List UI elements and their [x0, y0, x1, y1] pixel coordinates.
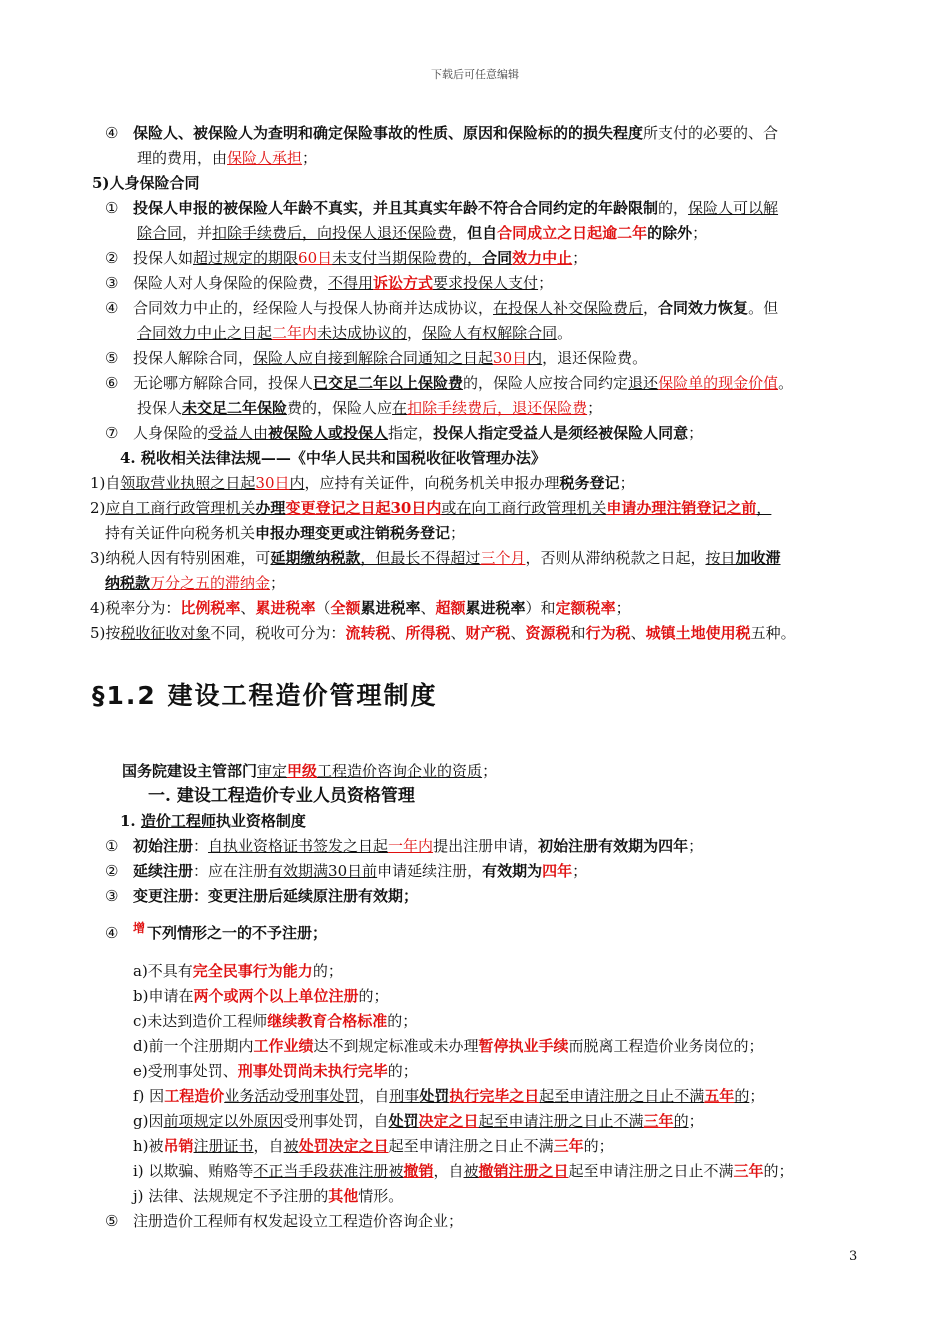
text-run: 合同成立之日起逾二年 — [497, 224, 648, 242]
text-run: d)前一个注册期内 — [133, 1037, 254, 1055]
text-run: 、 — [420, 599, 436, 617]
list-marker: ① — [105, 837, 119, 855]
text-run: 注册造价工程师有权发起设立工程造价咨询企业； — [133, 1212, 464, 1230]
text-run: （ — [315, 599, 331, 617]
text-line — [105, 247, 587, 269]
text-run: 工程造价咨询企业的资质 — [317, 762, 483, 780]
text-run: 不正当手段获准注册 — [253, 1162, 389, 1180]
text-run: 起至申请注册之日止不满 — [568, 1162, 734, 1180]
text-run: 被保险人或投保人 — [268, 424, 389, 442]
text-line — [105, 885, 418, 907]
list-marker: ⑤ — [105, 1212, 119, 1230]
text-run: 按日 — [705, 549, 736, 567]
list-marker: ② — [105, 249, 119, 267]
text-run: 完全民事行为能力 — [192, 962, 313, 980]
text-run: 前项规定以外原因 — [163, 1112, 284, 1130]
list-marker: ② — [105, 862, 119, 880]
list-marker: ① — [105, 199, 119, 217]
text-run: 初始注册 — [133, 837, 194, 855]
text-run: 受益人由 — [208, 424, 269, 442]
text-run: 退还 — [628, 374, 659, 392]
text-run: 扣除手续费后，退还保险费 — [407, 399, 588, 417]
text-run: ； — [450, 524, 466, 542]
text-run: 合同效力中止的，经保险人与投保人协商并达成协议， — [133, 299, 494, 317]
text-run: j) 法律、法规规定不予注册的 — [133, 1187, 329, 1205]
text-run: 继续教育合格标准 — [267, 1012, 388, 1030]
text-run: 注册证书 — [193, 1137, 254, 1155]
text-run: 、 — [240, 599, 256, 617]
text-run: 投保人申报的被保险人年龄不真实，并且其真实年龄不符合合同约定的年龄限制 — [133, 199, 659, 217]
text-run: 三年 — [733, 1162, 764, 1180]
text-run: ，自 — [253, 1137, 284, 1155]
text-run: 的， — [658, 199, 689, 217]
text-run: 在 — [392, 399, 408, 417]
list-marker: ⑤ — [105, 349, 119, 367]
text-line — [133, 1085, 764, 1107]
text-run: 财产税 — [465, 624, 511, 642]
text-line — [120, 810, 306, 832]
text-run: 累进税率 — [255, 599, 316, 617]
text-line — [120, 447, 546, 469]
text-run: 。 — [557, 324, 573, 342]
text-line — [105, 297, 778, 319]
new-badge: 增 — [133, 921, 146, 935]
section-heading: §1.2 建设工程造价管理制度 — [92, 681, 438, 710]
text-run: 要求投保人支付 — [433, 274, 539, 292]
text-run: 但自 — [467, 224, 498, 242]
text-run: 保险人应自接到解除合同通知之日起 — [253, 349, 494, 367]
text-line — [90, 597, 631, 619]
text-run: g)因 — [133, 1112, 164, 1130]
text-run: 工程造价 — [164, 1087, 225, 1105]
list-marker: ④ — [105, 299, 119, 317]
text-run: ， — [452, 224, 468, 242]
text-line — [105, 922, 327, 945]
text-run: 人身保险的 — [133, 424, 209, 442]
text-run: 内 — [527, 349, 543, 367]
text-run: 比例税率 — [180, 599, 241, 617]
text-run: 不同，税收可分为： — [210, 624, 346, 642]
text-run: 工作业绩 — [253, 1037, 314, 1055]
text-run: 诉讼方式 — [373, 274, 434, 292]
text-run: 理的费用，由 — [137, 149, 228, 167]
text-run: 国务院建设主管部门 — [122, 762, 258, 780]
text-line — [105, 372, 793, 394]
text-run: 起至申请注册之日止不满 — [478, 1112, 644, 1130]
text-run: ，并 — [182, 224, 213, 242]
text-run: 的； — [312, 962, 343, 980]
text-line — [105, 522, 465, 544]
text-run: 5)按 — [90, 624, 121, 642]
text-run: ，自 — [433, 1162, 464, 1180]
text-run: 刑事 — [389, 1087, 420, 1105]
text-run: 初始注册有效期为四年 — [538, 837, 689, 855]
text-line — [137, 322, 572, 344]
text-run: 的 — [673, 1112, 689, 1130]
text-run: 已交足二年以上保险费 — [313, 374, 464, 392]
text-run: 30日内 — [390, 499, 442, 517]
text-run: 三年 — [643, 1112, 674, 1130]
text-run: 1)自 — [90, 474, 121, 492]
text-run: 累进税率 — [360, 599, 421, 617]
text-run: 。但 — [748, 299, 779, 317]
page-header: 下载后可任意编辑 — [431, 68, 519, 81]
text-run: 、 — [510, 624, 526, 642]
text-run: a)不具有 — [133, 962, 193, 980]
text-run: 受刑事处罚，自 — [283, 1112, 389, 1130]
text-run: 五种。 — [750, 624, 796, 642]
text-run: 除合同 — [137, 224, 183, 242]
text-run: 一年内 — [388, 837, 434, 855]
text-line — [90, 622, 796, 644]
text-run: 提出注册申请， — [433, 837, 539, 855]
text-run: 吊销 — [163, 1137, 194, 1155]
text-run: 合同效力中止之日起 — [137, 324, 273, 342]
text-run: 达不到规定标准或未办理 — [313, 1037, 479, 1055]
text-run: 5)人身保险合同 — [92, 174, 200, 192]
text-run: 费的，保险人应 — [287, 399, 393, 417]
text-run: e)受刑事处罚、 — [133, 1062, 238, 1080]
text-run: 定额税率 — [555, 599, 616, 617]
text-run: 合同效力恢复 — [658, 299, 749, 317]
list-marker: ⑦ — [105, 424, 119, 442]
text-run: 处罚 — [388, 1112, 419, 1130]
text-run: 起至申请注册之日止不满 — [539, 1087, 705, 1105]
text-run: 3)纳税人因有特别困难，可 — [90, 549, 271, 567]
text-run: 超额 — [435, 599, 466, 617]
text-run: 刑事处罚尚未执行完毕 — [237, 1062, 388, 1080]
text-run: 扣除手续费后，向投保人退还保险费 — [212, 224, 453, 242]
text-run: 全额 — [330, 599, 361, 617]
text-run: 保险人有权解除合同 — [422, 324, 558, 342]
text-run: 的； — [763, 1162, 794, 1180]
text-run: ，自 — [359, 1087, 390, 1105]
text-run: 万分之五的滞纳金 — [150, 574, 271, 592]
text-run: 撤销 — [403, 1162, 434, 1180]
text-run: ，应持有关证件，向税务机关申报办理 — [304, 474, 560, 492]
text-run: 资源税 — [525, 624, 571, 642]
text-run: 的； — [583, 1137, 614, 1155]
text-line — [90, 547, 781, 569]
page-number: 3 — [849, 1249, 858, 1264]
text-run: ，退还保险费。 — [542, 349, 648, 367]
text-run: 投保人 — [137, 399, 183, 417]
text-run: 处罚 — [419, 1087, 450, 1105]
text-run: 审定 — [257, 762, 288, 780]
text-run: 被 — [463, 1162, 479, 1180]
text-run: 持有关证件向税务机关 — [105, 524, 256, 542]
text-run: 税务登记 — [559, 474, 620, 492]
text-run: 保险人可以解 — [688, 199, 779, 217]
text-run: 申报办理变更或注销税务登记 — [255, 524, 451, 542]
text-run: 领取营业执照之日起 — [120, 474, 256, 492]
text-run: 投保人指定受益人是须经被保险人同意 — [433, 424, 689, 442]
text-run: 城镇土地使用税 — [645, 624, 751, 642]
text-run: 税收征收对象 — [120, 624, 211, 642]
text-run: 延期缴纳税款 — [270, 549, 361, 567]
text-run: 的； — [358, 987, 389, 1005]
text-run: 未达成协议的 — [317, 324, 408, 342]
text-run: ； — [270, 574, 286, 592]
text-run: ，否则从滞纳税款之日起， — [525, 549, 706, 567]
text-line — [90, 497, 771, 519]
text-line — [105, 422, 703, 444]
text-run: 、 — [390, 624, 406, 642]
text-line — [105, 835, 703, 857]
text-run: 五年 — [704, 1087, 735, 1105]
text-run: ； — [538, 274, 554, 292]
text-run: 纳税款 — [105, 574, 151, 592]
text-line — [92, 172, 200, 194]
text-run: 30日 — [255, 474, 290, 492]
text-run: 、 — [450, 624, 466, 642]
text-run: 撤销注册之日 — [478, 1162, 569, 1180]
text-run: 决定之日 — [418, 1112, 479, 1130]
text-run: 保险人承担 — [227, 149, 303, 167]
text-run: 的； — [387, 1012, 418, 1030]
text-run: 申请办理注销登记之前 — [606, 499, 757, 517]
text-run: 三个月 — [480, 549, 526, 567]
text-run: 投保人解除合同， — [133, 349, 254, 367]
text-run: 的除外 — [647, 224, 693, 242]
text-line — [137, 222, 707, 244]
text-line — [90, 472, 635, 494]
list-marker: ③ — [105, 887, 119, 905]
text-run: c)未达到造价工程师 — [133, 1012, 268, 1030]
text-run: 一. 建设工程造价专业人员资格管理 — [148, 786, 415, 806]
text-run: ； — [572, 249, 588, 267]
text-run: 变更登记之日起 — [285, 499, 391, 517]
text-run: 执行完毕之日 — [449, 1087, 540, 1105]
text-run: 被 — [283, 1137, 299, 1155]
text-run: 指定， — [388, 424, 434, 442]
text-run: 申请延续注册， — [377, 862, 483, 880]
text-run: 30日 — [493, 349, 528, 367]
list-marker: ④ — [105, 924, 119, 942]
list-marker: ④ — [105, 124, 119, 142]
text-run: 累进税率 — [465, 599, 526, 617]
text-run: 超过规定的期限 — [193, 249, 299, 267]
text-run: 和 — [570, 624, 586, 642]
text-run: 其他 — [328, 1187, 359, 1205]
text-run: ； — [615, 599, 631, 617]
text-run: ：应在注册 — [193, 862, 269, 880]
text-run: 60日 — [298, 249, 333, 267]
text-run: 4. 税收相关法律法规——《中华人民共和国税收征收管理办法》 — [120, 449, 546, 467]
text-run: f) 因 — [133, 1087, 165, 1105]
text-run: 四年 — [542, 862, 573, 880]
text-run: 三年 — [553, 1137, 584, 1155]
text-run: 保险人、被保险人为查明和确定保险事故的性质、原因和保险标的的损失程度 — [133, 124, 644, 142]
text-run: 执业资格制度 — [215, 812, 306, 830]
text-run: 保险人对人身保险的保险费， — [133, 274, 329, 292]
text-run: 办理 — [255, 499, 286, 517]
text-run: 。 — [778, 374, 794, 392]
text-line — [105, 122, 778, 144]
text-run: ）和 — [525, 599, 556, 617]
text-line — [133, 1010, 417, 1032]
text-run: 的 — [734, 1087, 750, 1105]
text-line — [105, 572, 285, 594]
text-run: ， — [756, 499, 772, 517]
text-run: 效力中止 — [512, 249, 573, 267]
text-run: 自执业资格证书签发之日起 — [208, 837, 389, 855]
text-run: 被 — [388, 1162, 404, 1180]
text-run: ； — [619, 474, 635, 492]
text-run: 起至申请注册之日止不满 — [388, 1137, 554, 1155]
text-line — [133, 1110, 704, 1132]
text-run: 加收滞 — [735, 549, 781, 567]
text-run: 在投保人补交保险费后 — [493, 299, 644, 317]
text-line — [105, 272, 553, 294]
text-run: ， — [643, 299, 659, 317]
text-run: 的； — [387, 1062, 418, 1080]
text-line — [133, 960, 343, 982]
text-run: ； — [688, 1112, 704, 1130]
list-marker: ③ — [105, 274, 119, 292]
text-run: 合同 — [482, 249, 513, 267]
text-run: b)申请在 — [133, 987, 194, 1005]
text-run: 无论哪方解除合同，投保人 — [133, 374, 314, 392]
text-run: 有效期为 — [482, 862, 543, 880]
text-line — [105, 347, 647, 369]
text-run: 2) — [90, 499, 106, 517]
text-run: 1. — [120, 812, 141, 830]
text-run: 所得税 — [405, 624, 451, 642]
text-line — [133, 985, 389, 1007]
text-run: 甲级 — [287, 762, 318, 780]
text-run: 有效期满30日前 — [268, 862, 378, 880]
text-run: 流转税 — [345, 624, 391, 642]
text-run: ； — [302, 149, 318, 167]
text-line — [137, 147, 317, 169]
text-run: ； — [572, 862, 588, 880]
text-run: 不得用 — [328, 274, 374, 292]
text-run: 未支付当期保险费的， — [332, 249, 483, 267]
text-run: ； — [688, 424, 704, 442]
text-run: 造价工程师 — [140, 812, 216, 830]
text-line — [133, 1060, 418, 1082]
text-run: ； — [688, 837, 704, 855]
text-run: 的，保险人应按合同约定 — [463, 374, 629, 392]
text-run: ： — [193, 837, 209, 855]
text-run: ； — [482, 762, 498, 780]
text-run: 业务活动受刑事处罚 — [224, 1087, 360, 1105]
text-run: ； — [692, 224, 708, 242]
text-run: 未交足二年保险 — [182, 399, 288, 417]
text-run: ， — [407, 324, 423, 342]
text-run: ； — [749, 1087, 765, 1105]
text-run: 延续注册 — [133, 862, 194, 880]
text-run: 投保人如 — [133, 249, 194, 267]
text-run: 情形。 — [358, 1187, 404, 1205]
text-run: 或在向工商行政管理机关 — [441, 499, 607, 517]
text-run: ； — [587, 399, 603, 417]
text-run: 行为税 — [585, 624, 631, 642]
text-line — [148, 785, 415, 807]
text-run: 暂停执业手续 — [478, 1037, 569, 1055]
text-line — [133, 1135, 614, 1157]
text-run: 二年内 — [272, 324, 318, 342]
list-marker: ⑥ — [105, 374, 119, 392]
text-line — [105, 1210, 463, 1232]
text-line — [133, 1185, 403, 1207]
text-run: ，但最长不得超过 — [360, 549, 481, 567]
text-run: 而脱离工程造价业务岗位的； — [568, 1037, 764, 1055]
text-line — [122, 760, 497, 782]
text-line — [105, 860, 587, 882]
text-run: 两个或两个以上单位注册 — [193, 987, 359, 1005]
text-run: 应自工商行政管理机关 — [105, 499, 256, 517]
text-line — [133, 1160, 794, 1182]
text-run: 内 — [289, 474, 305, 492]
text-run: 所支付的必要的、合 — [643, 124, 779, 142]
text-run: h)被 — [133, 1137, 164, 1155]
text-run: 保险单的现金价值 — [658, 374, 779, 392]
text-run: 下列情形之一的不予注册； — [147, 924, 328, 942]
text-run: 、 — [630, 624, 646, 642]
text-run: 4)税率分为： — [90, 599, 181, 617]
text-run: 处罚决定之日 — [298, 1137, 389, 1155]
text-line — [137, 397, 602, 419]
text-run: 变更注册：变更注册后延续原注册有效期； — [133, 887, 419, 905]
text-line — [133, 1035, 764, 1057]
text-line — [105, 197, 778, 219]
text-run: i) 以欺骗、贿赂等 — [133, 1162, 254, 1180]
